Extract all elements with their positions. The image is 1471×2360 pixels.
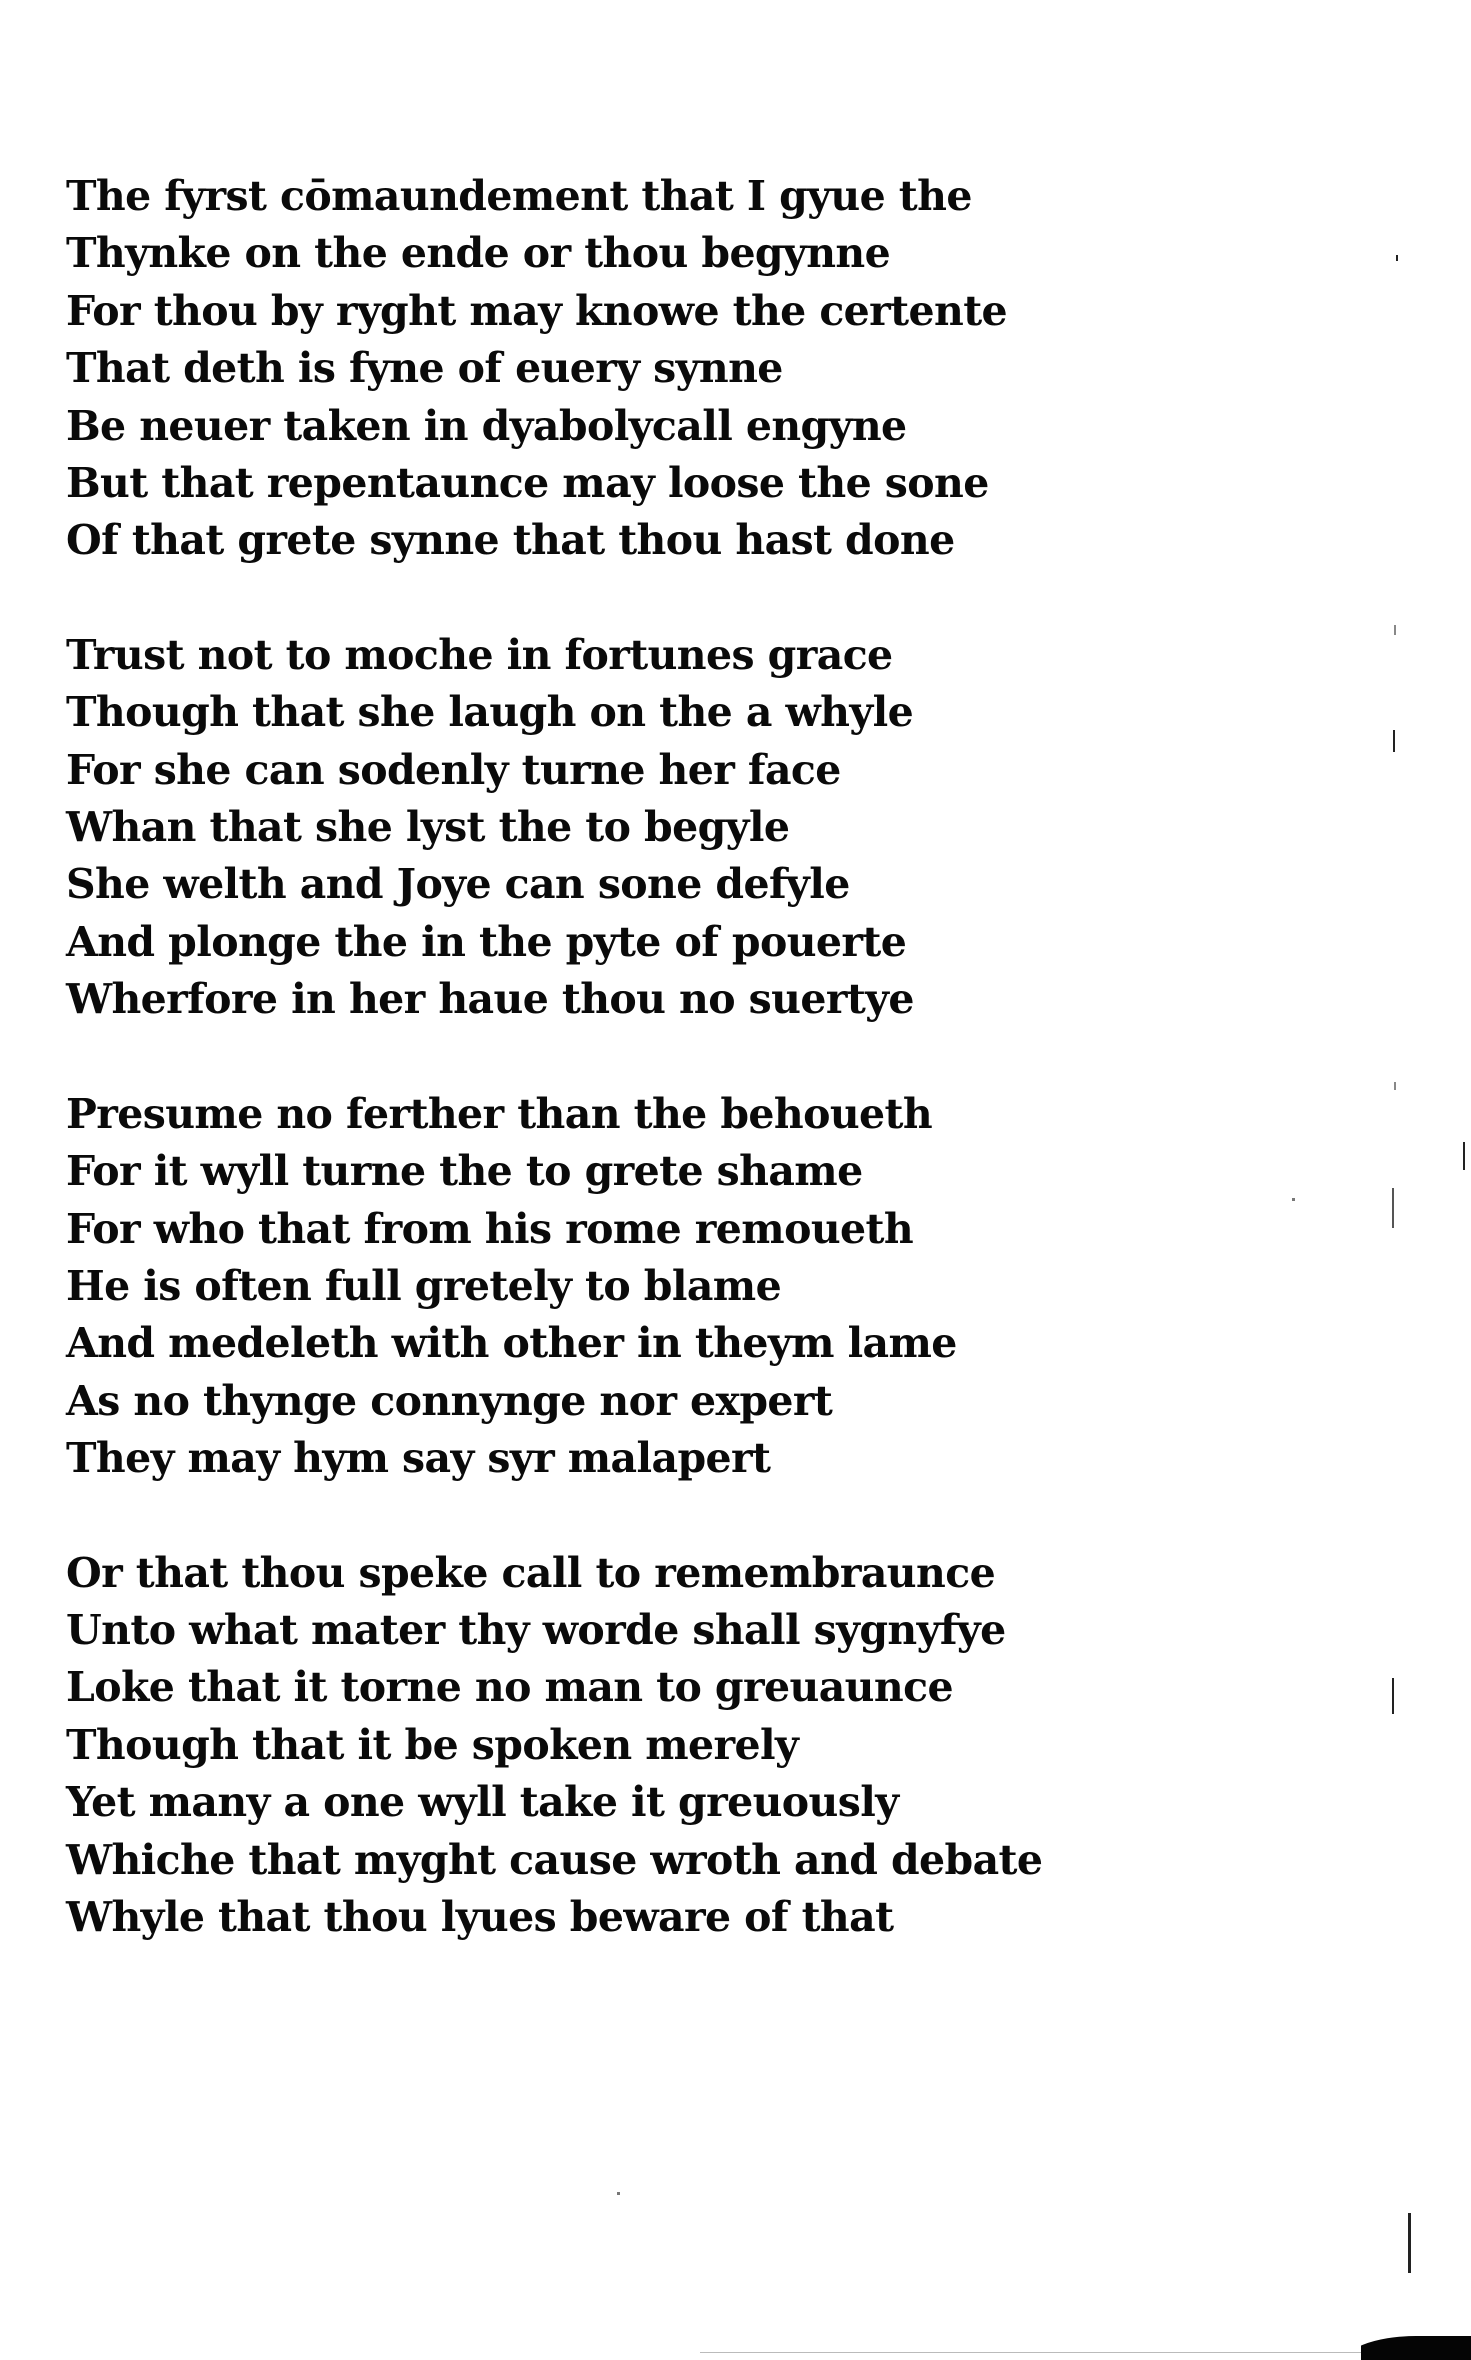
verse-line: Of that grete synne that thou hast done: [66, 516, 955, 565]
scan-speck: [1396, 255, 1398, 261]
verse-line: Though that she laugh on the a whyle: [66, 688, 914, 737]
scan-speck: [1463, 1142, 1465, 1170]
verse-line: Whiche that myght cause wroth and debate: [66, 1835, 1043, 1884]
verse-line: Loke that it torne no man to greuaunce: [66, 1663, 953, 1712]
scan-speck: [1393, 730, 1395, 752]
page-curl-shadow: [1361, 2318, 1471, 2360]
verse-line: Or that thou speke call to remembraunce: [66, 1548, 996, 1597]
verse-line: They may hym say syr malapert: [66, 1434, 771, 1483]
verse-line: Whan that she lyst the to begyle: [66, 803, 790, 852]
verse-line: Trust not to moche in fortunes grace: [66, 630, 893, 679]
verse-line: Be neuer taken in dyabolycall engyne: [66, 401, 907, 450]
stanza-4: [66, 1545, 1066, 1947]
stanza-1: [66, 168, 1066, 570]
verse-line: For thou by ryght may knowe the certente: [66, 286, 1008, 335]
scan-speck: [1292, 1198, 1295, 1201]
verse-line: And medeleth with other in theym lame: [66, 1319, 957, 1368]
verse-line: That deth is fyne of euery synne: [66, 344, 783, 393]
verse-line: Though that it be spoken merely: [66, 1720, 799, 1769]
scan-speck: [1394, 625, 1396, 635]
verse-line: The fyrst cōmaundement that I gyue the: [66, 172, 972, 220]
verse-line: Thynke on the ende or thou begynne: [66, 229, 891, 278]
verse-line: Yet many a one wyll take it greuously: [66, 1778, 899, 1827]
poem-text: [66, 168, 1066, 1946]
stanza-2: [66, 627, 1066, 1029]
verse-line: Whyle that thou lyues beware of that: [66, 1892, 894, 1941]
scan-speck: [1394, 1082, 1396, 1090]
stanza-3: [66, 1086, 1066, 1488]
scan-speck: [617, 2192, 620, 2195]
verse-line: For who that from his rome remoueth: [66, 1204, 914, 1253]
verse-line: For she can sodenly turne her face: [66, 745, 841, 794]
page-edge-line: [700, 2352, 1400, 2353]
scan-speck: [1392, 1678, 1394, 1714]
verse-line: And plonge the in the pyte of pouerte: [66, 917, 907, 966]
scan-speck: [1392, 1188, 1394, 1228]
verse-line: Presume no ferther than the behoueth: [66, 1089, 933, 1138]
verse-line: He is often full gretely to blame: [66, 1261, 782, 1310]
verse-line: Unto what mater thy worde shall sygnyfye: [66, 1605, 1006, 1654]
verse-line: She welth and Joye can sone defyle: [66, 860, 850, 909]
scan-speck: [1408, 2213, 1411, 2273]
verse-line: As no thynge connynge nor expert: [66, 1376, 833, 1425]
verse-line: But that repentaunce may loose the sone: [66, 459, 989, 508]
verse-line: Wherfore in her haue thou no suertye: [66, 975, 914, 1024]
verse-line: For it wyll turne the to grete shame: [66, 1147, 863, 1196]
